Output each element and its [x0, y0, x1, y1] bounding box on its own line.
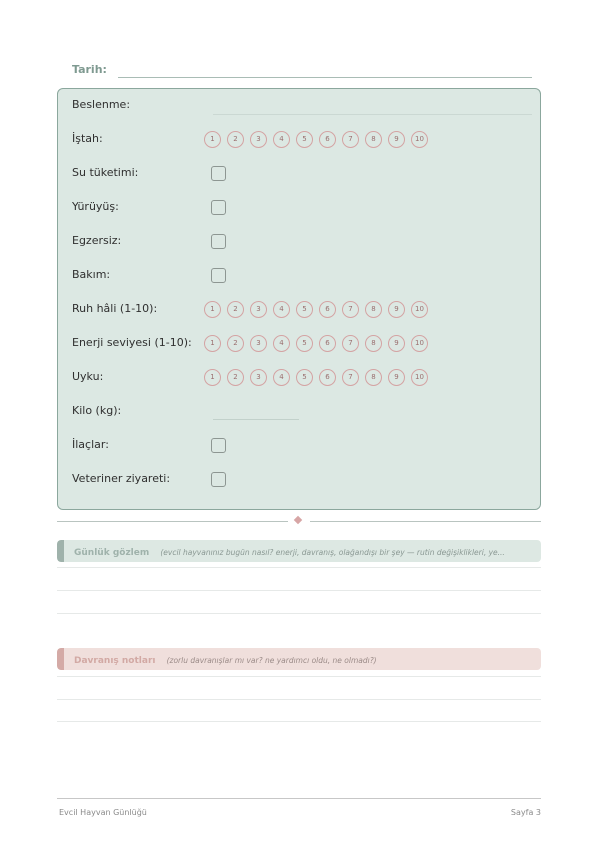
rating-option[interactable]: 10 — [411, 301, 428, 318]
checkbox[interactable] — [211, 200, 226, 215]
tracker-row-label: Ruh hâli (1-10): — [72, 302, 158, 315]
checkbox[interactable] — [211, 472, 226, 487]
daily-observation-title: Günlük gözlem — [74, 548, 150, 558]
rating-option[interactable]: 4 — [273, 131, 290, 148]
rating-scale — [204, 335, 434, 352]
behavior-line-1[interactable] — [57, 676, 541, 677]
checkbox[interactable] — [211, 234, 226, 249]
rating-option[interactable]: 7 — [342, 369, 359, 386]
behavior-line-3[interactable] — [57, 721, 541, 722]
weight-input-line[interactable] — [213, 419, 299, 420]
checkbox[interactable] — [211, 166, 226, 181]
tracker-row-label: Beslenme: — [72, 98, 131, 111]
rating-option[interactable]: 5 — [296, 335, 313, 352]
rating-option[interactable]: 5 — [296, 369, 313, 386]
rating-option[interactable]: 4 — [273, 301, 290, 318]
rating-option[interactable]: 1 — [204, 335, 221, 352]
footer-rule — [57, 798, 541, 799]
rating-option[interactable]: 6 — [319, 301, 336, 318]
rating-option[interactable]: 2 — [227, 369, 244, 386]
rating-option[interactable]: 5 — [296, 301, 313, 318]
tracker-row — [58, 89, 540, 123]
rating-option[interactable]: 10 — [411, 131, 428, 148]
rating-option[interactable]: 10 — [411, 369, 428, 386]
rating-option[interactable]: 9 — [388, 335, 405, 352]
rating-option[interactable]: 5 — [296, 131, 313, 148]
rating-option[interactable]: 7 — [342, 131, 359, 148]
tracker-row-label: Yürüyüş: — [72, 200, 119, 213]
rating-option[interactable]: 7 — [342, 335, 359, 352]
tracker-row-label: Veteriner ziyareti: — [72, 472, 171, 485]
checkbox[interactable] — [211, 268, 226, 283]
tracker-row — [58, 361, 540, 395]
tracker-row — [58, 429, 540, 463]
rating-option[interactable]: 6 — [319, 369, 336, 386]
tracker-row — [58, 191, 540, 225]
tracker-row-label: Egzersiz: — [72, 234, 122, 247]
behavior-notes-title: Davranış notları — [74, 656, 156, 666]
rating-option[interactable]: 2 — [227, 335, 244, 352]
rating-option[interactable]: 9 — [388, 369, 405, 386]
section-divider — [57, 521, 541, 523]
behavior-line-2[interactable] — [57, 699, 541, 700]
footer-title: Evcil Hayvan Günlüğü — [59, 808, 147, 817]
rating-option[interactable]: 4 — [273, 335, 290, 352]
tracker-row — [58, 157, 540, 191]
page-number: Sayfa 3 — [510, 808, 541, 817]
tracker-row — [58, 259, 540, 293]
rating-option[interactable]: 8 — [365, 301, 382, 318]
date-row — [72, 62, 532, 82]
date-label: Tarih: — [72, 63, 107, 76]
rating-scale — [204, 301, 434, 318]
rating-option[interactable]: 6 — [319, 131, 336, 148]
rating-option[interactable]: 8 — [365, 335, 382, 352]
tracker-row-label: İlaçlar: — [72, 438, 109, 451]
rating-option[interactable]: 3 — [250, 369, 267, 386]
rating-option[interactable]: 1 — [204, 301, 221, 318]
rating-option[interactable]: 10 — [411, 335, 428, 352]
feeding-input-line[interactable] — [213, 114, 532, 115]
behavior-notes-hint: (zorlu davranışlar mı var? ne yardımcı oldu, ne olmadı?) — [166, 656, 377, 665]
rating-option[interactable]: 3 — [250, 301, 267, 318]
behavior-notes-header — [57, 648, 541, 670]
tracker-row-label: Enerji seviyesi (1-10): — [72, 336, 192, 349]
tracker-row-label: Su tüketimi: — [72, 166, 139, 179]
rating-option[interactable]: 9 — [388, 131, 405, 148]
rating-option[interactable]: 7 — [342, 301, 359, 318]
rating-option[interactable]: 1 — [204, 369, 221, 386]
rating-scale — [204, 369, 434, 386]
rating-option[interactable]: 1 — [204, 131, 221, 148]
rating-option[interactable]: 8 — [365, 369, 382, 386]
tracker-row-label: Uyku: — [72, 370, 104, 383]
rating-option[interactable]: 2 — [227, 131, 244, 148]
tracker-row-label: Bakım: — [72, 268, 111, 281]
rating-option[interactable]: 3 — [250, 335, 267, 352]
tracker-row — [58, 463, 540, 497]
checkbox[interactable] — [211, 438, 226, 453]
tracker-row-label: Kilo (kg): — [72, 404, 122, 417]
rating-option[interactable]: 4 — [273, 369, 290, 386]
daily-observation-hint: (evcil hayvanınız bugün nasıl? enerji, davranış, olağandışı bir şey — rutin değişiklikleri, ye... — [160, 548, 505, 557]
rating-option[interactable]: 9 — [388, 301, 405, 318]
rating-option[interactable]: 3 — [250, 131, 267, 148]
tracker-row — [58, 395, 540, 429]
tracker-row-label: İştah: — [72, 132, 103, 145]
rating-scale — [204, 131, 434, 148]
observation-line-2[interactable] — [57, 590, 541, 591]
rating-option[interactable]: 6 — [319, 335, 336, 352]
observation-line-3[interactable] — [57, 613, 541, 614]
observation-line-1[interactable] — [57, 567, 541, 568]
divider-diamond-icon — [294, 516, 302, 524]
tracker-row — [58, 225, 540, 259]
date-input-line[interactable] — [118, 77, 532, 78]
daily-tracker-panel — [57, 88, 541, 510]
rating-option[interactable]: 2 — [227, 301, 244, 318]
tracker-row — [58, 293, 540, 327]
tracker-row — [58, 327, 540, 361]
daily-observation-header — [57, 540, 541, 562]
rating-option[interactable]: 8 — [365, 131, 382, 148]
tracker-row — [58, 123, 540, 157]
